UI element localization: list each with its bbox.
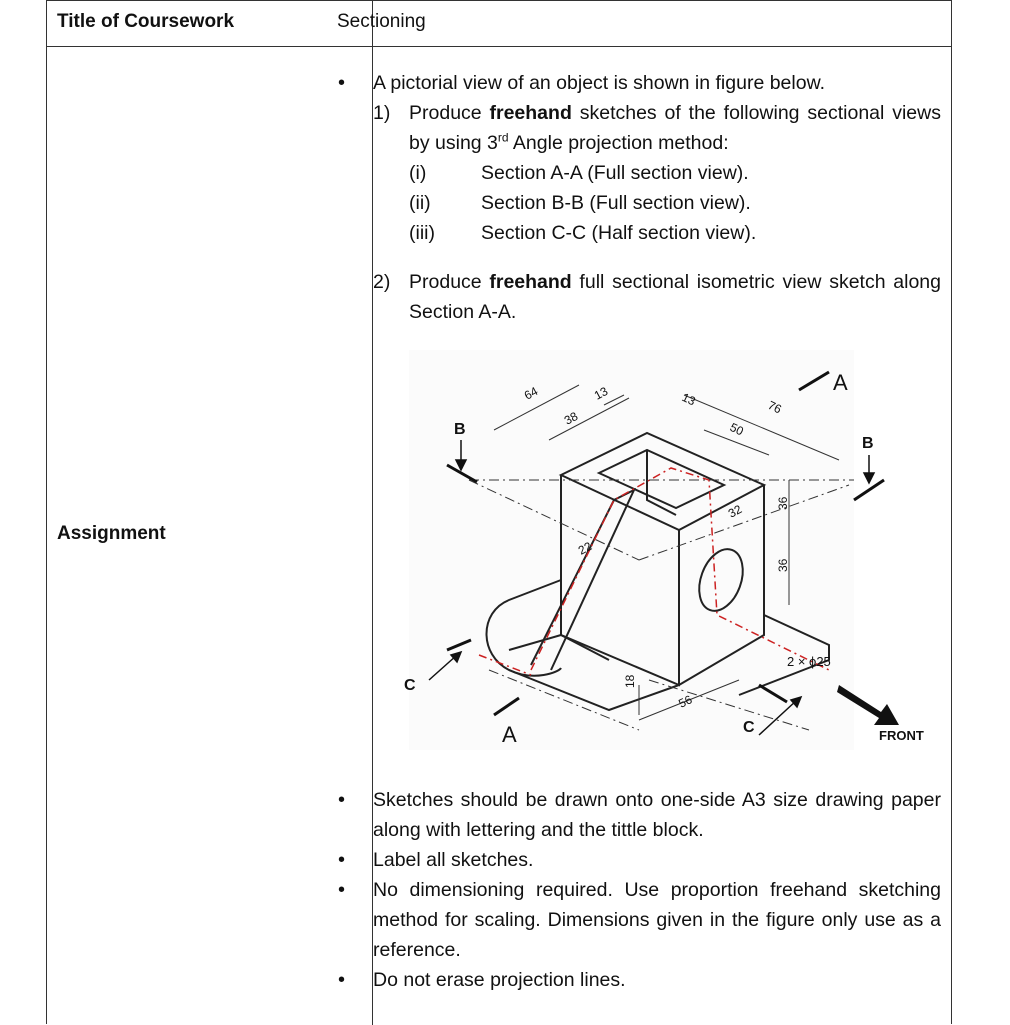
section-label: C <box>743 719 755 736</box>
section-label: C <box>404 677 416 694</box>
dim-label: 32 <box>725 502 745 521</box>
dim-label: 36 <box>776 558 790 572</box>
dim-label: 18 <box>623 674 637 688</box>
notes-list <box>336 785 941 995</box>
task-2: 2) Produce freehand full sectional isometric view sketch along Section A-A. <box>373 271 941 323</box>
note-item: • No dimensioning required. Use proportion freehand sketching method for scaling. Dimensions given in the figure only use as a reference. <box>336 875 941 965</box>
section-label: A <box>502 722 517 747</box>
note-item: • Sketches should be drawn onto one-side A3 size drawing paper along with lettering and the tittle block. <box>336 785 941 845</box>
intro-bullet: • A pictorial view of an object is shown in figure below. <box>336 68 941 98</box>
note-item: • Label all sketches. <box>336 845 941 875</box>
note-item: • Do not erase projection lines. <box>336 965 941 995</box>
coursework-title: Sectioning <box>337 11 426 32</box>
dim-label: 76 <box>765 398 784 417</box>
task-1: 1) Produce freehand sketches of the following sectional views by using 3rd Angle projection method: <box>373 102 941 154</box>
assignment-content <box>336 68 941 327</box>
section-label: B <box>454 421 466 438</box>
dim-label: 56 <box>676 692 695 711</box>
task-1-item: (ii) Section B-B (Full section view). <box>409 192 751 214</box>
task-1-item: (iii) Section C-C (Half section view). <box>409 222 757 244</box>
dim-label: 38 <box>561 409 581 428</box>
dim-label: 36 <box>776 496 790 510</box>
dim-label: 2 × ϕ25 <box>787 654 831 669</box>
row-divider <box>47 46 951 47</box>
assignment-label: Assignment <box>57 523 166 544</box>
dim-label: 64 <box>521 384 541 403</box>
dim-label: 22 <box>575 539 595 558</box>
title-label: Title of Coursework <box>57 11 235 32</box>
isometric-drawing <box>404 350 929 760</box>
figure-background <box>409 350 854 750</box>
front-label: FRONT <box>879 728 924 743</box>
dim-label: 50 <box>727 420 746 439</box>
section-label: B <box>862 435 874 452</box>
task-1-item: (i) Section A-A (Full section view). <box>409 162 749 184</box>
dim-label: 13 <box>679 390 698 409</box>
section-label: A <box>833 370 848 395</box>
dim-label: 13 <box>591 384 611 403</box>
